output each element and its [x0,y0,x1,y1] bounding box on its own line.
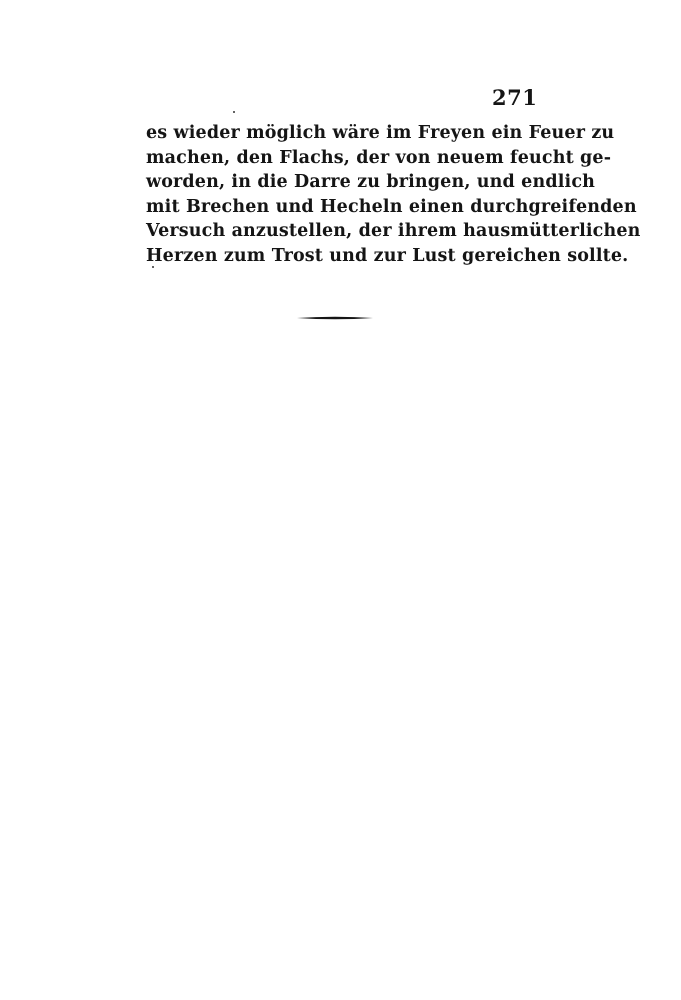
text-line-2: machen, den Flachs, der von neuem feucht ge- [146,147,612,168]
text-line-1: es wieder möglich wäre im Freyen ein Feuer zu [146,123,615,143]
ink-speck [152,266,154,268]
ink-speck [233,111,235,113]
text-line-6: Herzen zum Trost und zur Lust gereichen sollte. [146,245,629,266]
body-text [146,121,641,269]
text-line-4: mit Brechen und Hecheln einen durchgreifenden [146,196,637,217]
text-line-5: Versuch anzustellen, der ihrem hausmütterlichen [146,221,641,242]
page-number: 271 [492,85,538,110]
end-rule [297,316,373,320]
text-line-3: worden, in die Darre zu bringen, und endlich [146,172,595,193]
